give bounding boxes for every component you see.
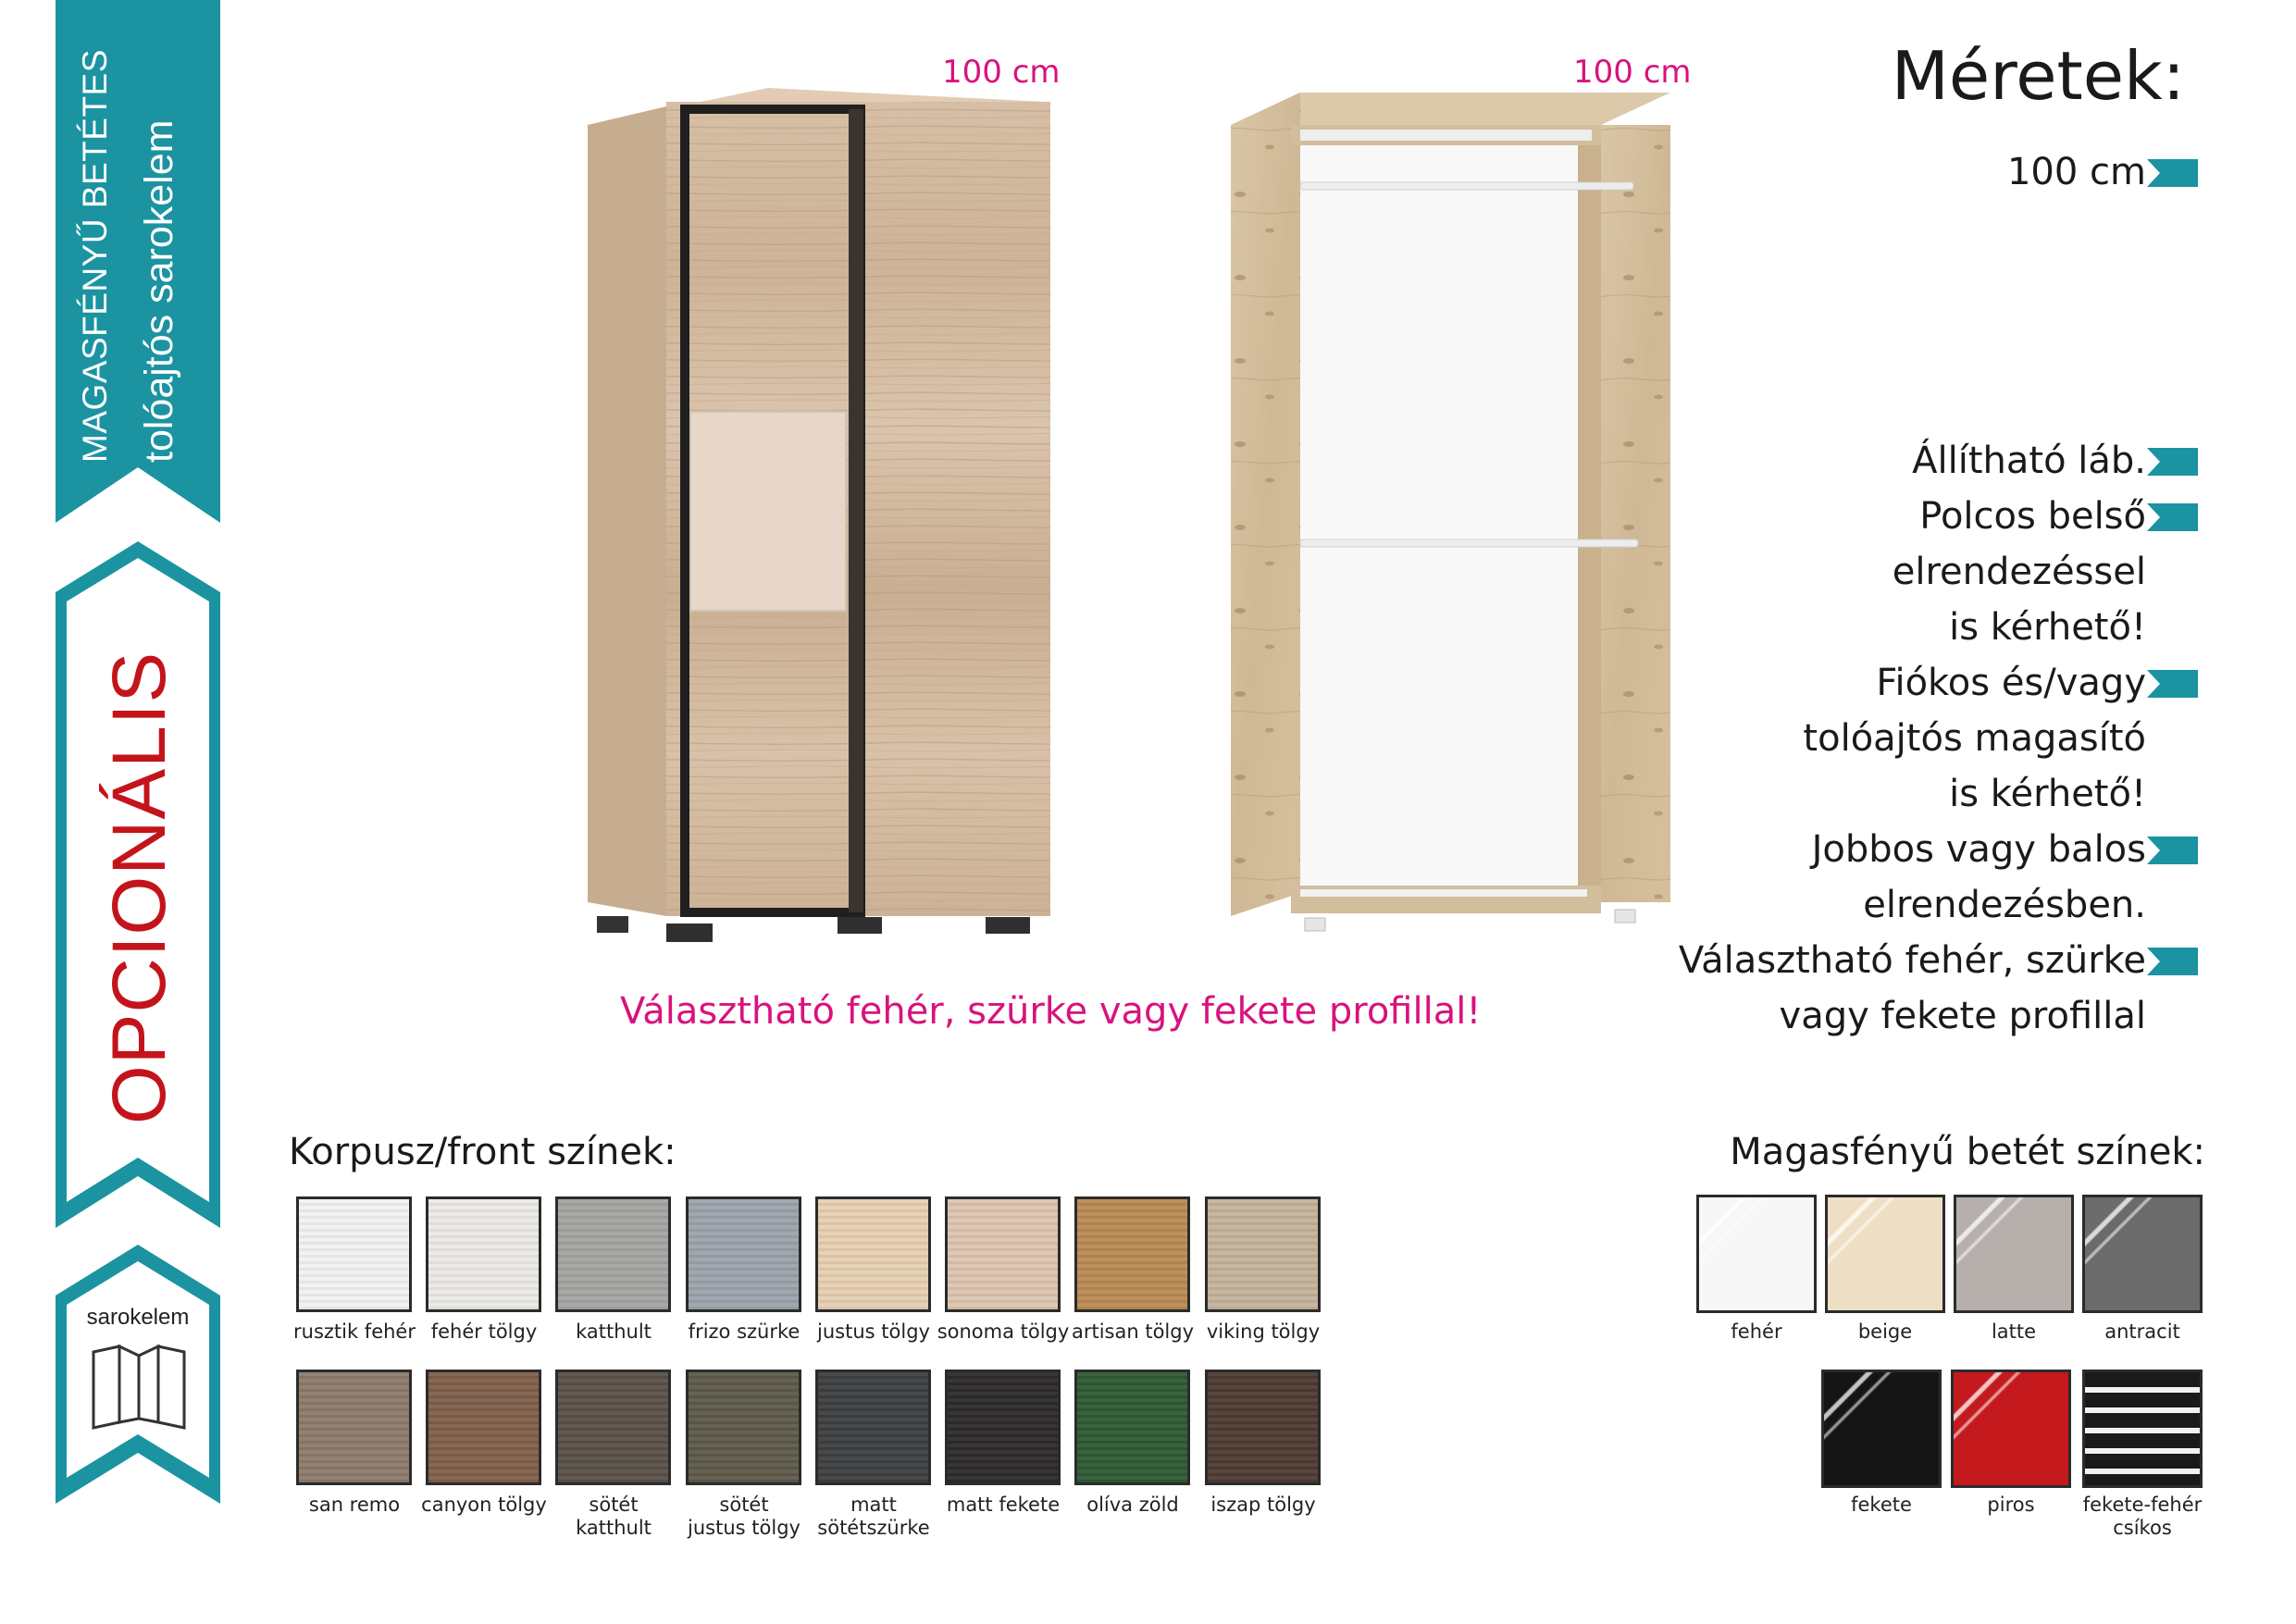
feature-drawers-1: Fiókos és/vagy: [1876, 662, 2146, 704]
swatch-label-line2: justus tölgy: [688, 1517, 800, 1539]
feature-profile-1: Választható fehér, szürke: [1678, 939, 2146, 982]
gloss-swatch-label: fehér: [1731, 1320, 1782, 1343]
swatch-label: iszap tölgy: [1210, 1494, 1316, 1516]
swatch-label-line2: katthult: [576, 1517, 652, 1539]
color-swatch: [815, 1196, 931, 1312]
swatch-label: katthult: [576, 1320, 652, 1343]
feature-shelves-3: is kérhető!: [1949, 606, 2146, 649]
dimensions-title: Méretek:: [1891, 37, 2185, 115]
wardrobe-open-image: [1222, 88, 1684, 939]
wardrobe-closed-image: [578, 88, 1060, 953]
color-swatch: [1205, 1196, 1321, 1312]
banner-top: [56, 0, 220, 523]
swatch-label: justus tölgy: [817, 1320, 930, 1343]
gloss-swatch: [2082, 1370, 2203, 1488]
banner-title-line1: MAGASFÉNYŰ BETÉTES: [76, 49, 114, 463]
color-swatch: [426, 1196, 541, 1312]
banner-optional: [56, 541, 220, 1228]
swatch-label: sötét: [589, 1494, 639, 1516]
gloss-swatch-label: piros: [1987, 1494, 2035, 1516]
gloss-colors-title: Magasfényű betét színek:: [1730, 1131, 2205, 1173]
color-swatch: [686, 1196, 801, 1312]
swatch-label: sonoma tölgy: [937, 1320, 1070, 1343]
gloss-swatch: [1954, 1195, 2074, 1313]
gloss-swatch-label: beige: [1857, 1320, 1913, 1343]
swatch-label: viking tölgy: [1206, 1320, 1321, 1343]
swatch-label-line2: sötétszürke: [817, 1517, 930, 1539]
color-swatch: [945, 1196, 1061, 1312]
color-swatch: [555, 1370, 671, 1485]
swatch-label: artisan tölgy: [1071, 1320, 1195, 1343]
gloss-swatch: [1696, 1195, 1817, 1313]
swatch-label: frizo szürke: [688, 1320, 800, 1343]
color-swatch: [296, 1370, 412, 1485]
swatch-label: matt fekete: [946, 1494, 1061, 1516]
bullet-arrow-icon: [2147, 448, 2198, 476]
swatch-label: sötét: [719, 1494, 769, 1516]
feature-orientation-2: elrendezésben.: [1863, 884, 2146, 926]
feature-profile-2: vagy fekete profillal: [1779, 995, 2146, 1037]
gloss-swatch: [1821, 1370, 1942, 1488]
color-swatch: [555, 1196, 671, 1312]
corner-wardrobe-icon: [89, 1339, 191, 1432]
bullet-arrow-icon: [2147, 837, 2198, 864]
feature-shelves-2: elrendezéssel: [1892, 551, 2146, 593]
width-label-closed: 100 cm: [942, 54, 1061, 91]
profile-note: Választható fehér, szürke vagy fekete profillal!: [620, 990, 1482, 1033]
feature-adjustable-feet: Állítható láb.: [1912, 440, 2146, 482]
dimensions-value: 100 cm: [2006, 151, 2146, 193]
swatch-label: fehér tölgy: [430, 1320, 538, 1343]
swatch-label: rusztik fehér: [293, 1320, 416, 1343]
banner-title-line2: tolóajtós sarokelem: [137, 119, 181, 463]
feature-shelves-1: Polcos belső: [1919, 495, 2146, 538]
color-swatch: [945, 1370, 1061, 1485]
swatch-label: matt: [850, 1494, 897, 1516]
corner-label: sarokelem: [86, 1305, 190, 1330]
gloss-swatch-label: fekete: [1851, 1494, 1912, 1516]
color-swatch: [1074, 1196, 1190, 1312]
bullet-arrow-icon: [2147, 503, 2198, 531]
gloss-swatch: [2082, 1195, 2203, 1313]
color-swatch: [1205, 1370, 1321, 1485]
bullet-arrow-icon: [2147, 670, 2198, 698]
gloss-swatch: [1825, 1195, 1945, 1313]
bullet-arrow-icon: [2147, 159, 2198, 187]
color-swatch: [815, 1370, 931, 1485]
body-colors-title: Korpusz/front színek:: [289, 1131, 676, 1173]
color-swatch: [296, 1196, 412, 1312]
gloss-swatch-label: fekete-fehér: [2082, 1494, 2203, 1516]
color-swatch: [426, 1370, 541, 1485]
swatch-label: canyon tölgy: [421, 1494, 547, 1516]
feature-drawers-3: is kérhető!: [1949, 773, 2146, 815]
banner-corner: [56, 1245, 220, 1504]
swatch-label: olíva zöld: [1086, 1494, 1179, 1516]
feature-orientation-1: Jobbos vagy balos: [1811, 828, 2146, 871]
width-label-open: 100 cm: [1573, 54, 1692, 91]
color-swatch: [686, 1370, 801, 1485]
optional-label: OPCIONÁLIS: [97, 651, 181, 1124]
gloss-swatch: [1951, 1370, 2071, 1488]
gloss-swatch-label-line2: csíkos: [2113, 1517, 2172, 1539]
gloss-swatch-label: latte: [1991, 1320, 2037, 1343]
feature-drawers-2: tolóajtós magasító: [1803, 717, 2146, 760]
swatch-label: san remo: [308, 1494, 401, 1516]
color-swatch: [1074, 1370, 1190, 1485]
gloss-swatch-label: antracit: [2104, 1320, 2180, 1343]
bullet-arrow-icon: [2147, 948, 2198, 975]
